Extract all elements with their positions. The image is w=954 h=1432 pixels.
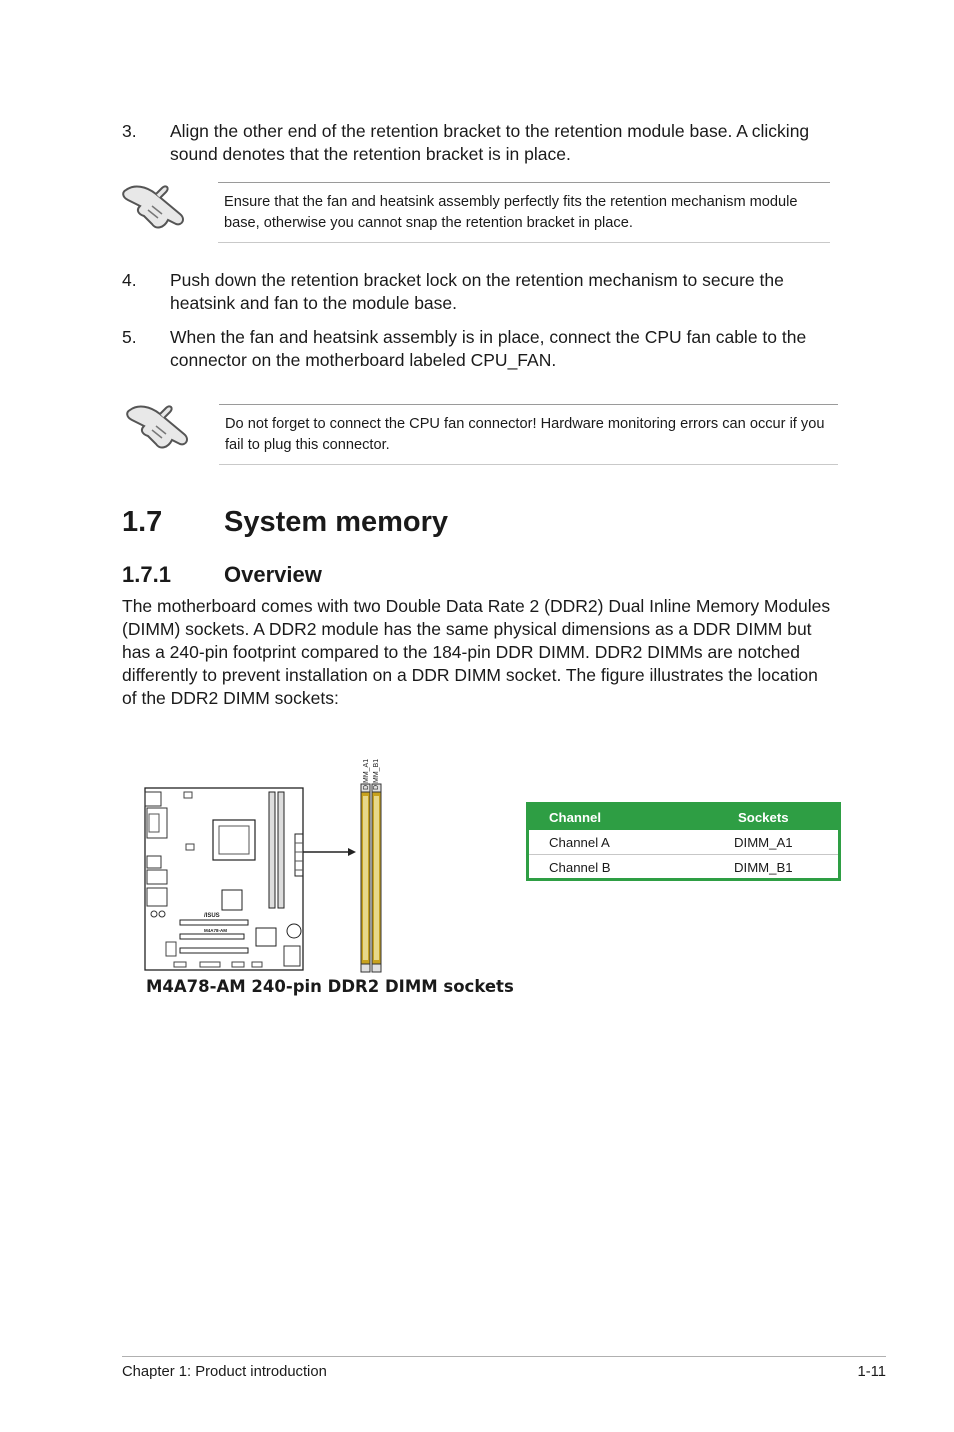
step-number: 5. — [122, 327, 137, 347]
board-label: M4A78-AM — [204, 928, 228, 933]
channel-table — [526, 802, 841, 881]
dimm-a1-label: DIMM_A1 — [363, 758, 370, 790]
overview-paragraph: The motherboard comes with two Double Data Rate 2 (DDR2) Dual Inline Memory Modules (DIMM) sockets. A DDR2 module has the same physical dimensions as a DDR DIMM but has a 240-pin footprint compared to the 184-pin DDR DIMM. DDR2 DIMMs are notched differently to prevent installation on a DDR DIMM socket. The figure illustrates the location of the DDR2 DIMM sockets: — [122, 596, 831, 708]
table-row — [529, 855, 838, 880]
table-cell: DIMM_A1 — [734, 834, 793, 850]
note-text: Do not forget to connect the CPU fan connector! Hardware monitoring errors can occur if you fail to plug this connector. — [225, 416, 825, 453]
page-number: 1-11 — [857, 1364, 886, 1380]
note-box — [219, 404, 838, 465]
brand-logo: /ISUS — [204, 913, 220, 919]
section-number: 1.7 — [122, 506, 163, 538]
table-cell: Channel B — [529, 855, 714, 880]
step-number: 4. — [122, 270, 137, 290]
dimm-b1-label: DIMM_B1 — [373, 758, 380, 790]
step-number: 3. — [122, 121, 137, 141]
note-text: Ensure that the fan and heatsink assembly perfectly fits the retention mechanism module base, otherwise you cannot snap the retention bracket in place. — [224, 194, 798, 231]
footer-divider — [122, 1356, 886, 1357]
column-header-channel: Channel — [529, 805, 714, 830]
step-text: When the fan and heatsink assembly is in place, connect the CPU fan cable to the connector on the motherboard labeled CPU_FAN. — [170, 327, 807, 370]
note-box — [218, 182, 830, 243]
motherboard-diagram — [140, 748, 390, 973]
column-header-sockets: Sockets — [714, 805, 838, 830]
step-text: Align the other end of the retention bracket to the retention module base. A clicking sound denotes that the retention bracket is in place. — [170, 121, 810, 164]
subsection-title: Overview — [224, 562, 322, 587]
pointing-hand-icon — [122, 180, 190, 232]
table-cell: DIMM_B1 — [714, 855, 838, 880]
pointing-hand-icon — [126, 400, 194, 452]
footer-chapter: Chapter 1: Product introduction — [122, 1364, 327, 1380]
step-text: Push down the retention bracket lock on the retention mechanism to secure the heatsink and fan to the module base. — [170, 270, 784, 313]
subsection-number: 1.7.1 — [122, 562, 171, 587]
section-title: System memory — [224, 506, 449, 538]
table-cell: Channel A — [549, 834, 610, 850]
figure-caption: M4A78-AM 240-pin DDR2 DIMM sockets — [146, 977, 514, 996]
section-heading — [122, 506, 162, 539]
table-row — [529, 830, 838, 855]
